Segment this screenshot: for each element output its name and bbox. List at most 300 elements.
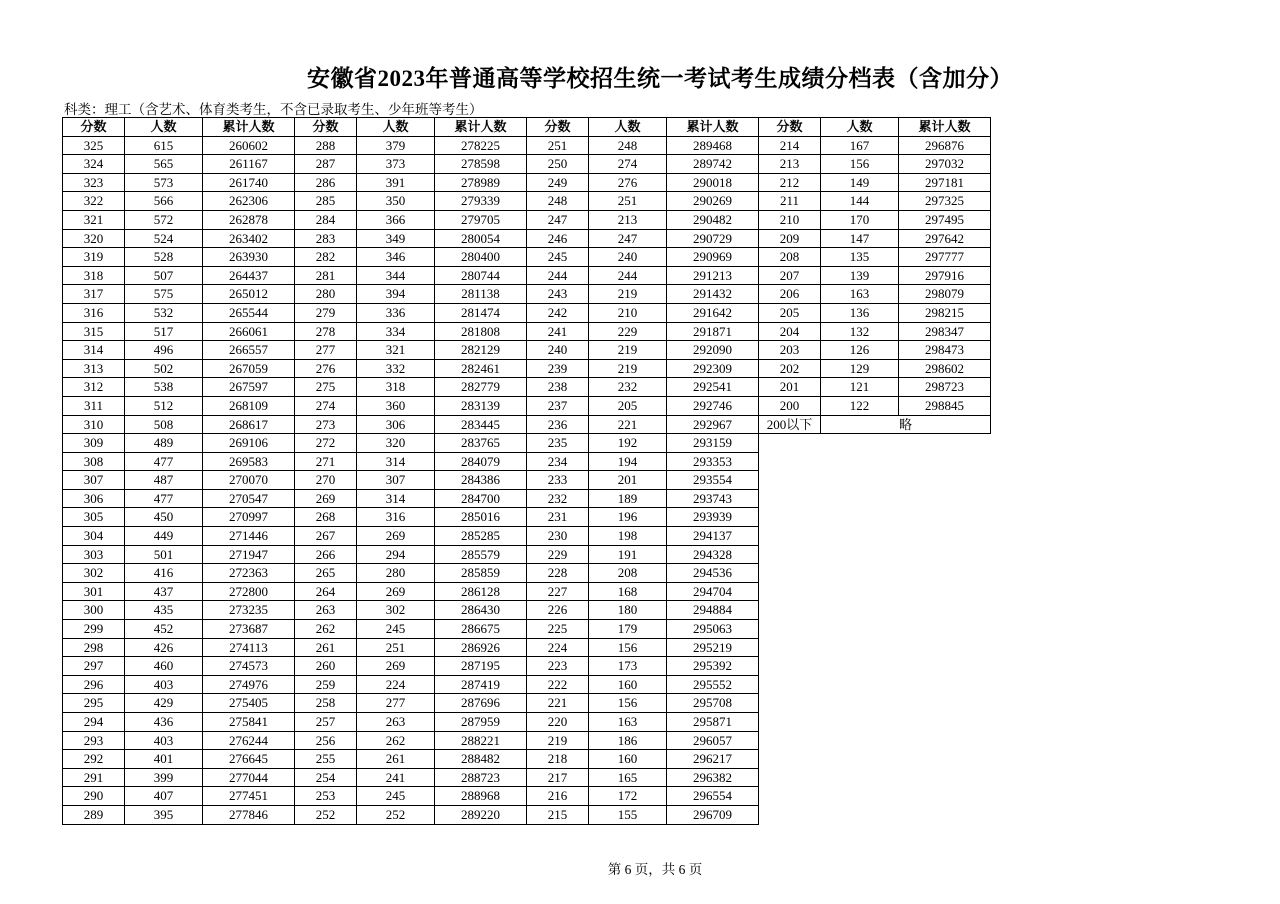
header-score-4: 分数 (759, 118, 821, 137)
cell-cumulative: 269106 (203, 434, 295, 453)
cell-empty (821, 434, 899, 453)
cell-count: 136 (821, 303, 899, 322)
cell-score: 275 (295, 378, 357, 397)
cell-empty (759, 750, 821, 769)
table-row (63, 396, 991, 415)
cell-score: 302 (63, 564, 125, 583)
cell-count: 156 (589, 638, 667, 657)
cell-count: 450 (125, 508, 203, 527)
cell-count: 156 (589, 694, 667, 713)
cell-count: 156 (821, 155, 899, 174)
cell-score: 269 (295, 489, 357, 508)
header-cumulative-1: 累计人数 (203, 118, 295, 137)
cell-count: 306 (357, 415, 435, 434)
cell-count: 436 (125, 713, 203, 732)
cell-score: 320 (63, 229, 125, 248)
cell-cumulative: 262878 (203, 210, 295, 229)
cell-score: 278 (295, 322, 357, 341)
cell-cumulative: 281808 (435, 322, 527, 341)
cell-cumulative: 286675 (435, 620, 527, 639)
cell-cumulative: 285859 (435, 564, 527, 583)
cell-score: 225 (527, 620, 589, 639)
cell-cumulative: 293159 (667, 434, 759, 453)
cell-cumulative: 281138 (435, 285, 527, 304)
cell-score: 267 (295, 527, 357, 546)
cell-count: 489 (125, 434, 203, 453)
cell-score: 205 (759, 303, 821, 322)
cell-score: 299 (63, 620, 125, 639)
cell-empty (759, 601, 821, 620)
cell-count: 532 (125, 303, 203, 322)
cell-score: 288 (295, 136, 357, 155)
table-row (63, 527, 991, 546)
cell-count: 191 (589, 545, 667, 564)
cell-score: 215 (527, 805, 589, 824)
cell-count: 512 (125, 396, 203, 415)
header-cumulative-2: 累计人数 (435, 118, 527, 137)
header-count-3: 人数 (589, 118, 667, 137)
cell-score: 259 (295, 675, 357, 694)
cell-empty (759, 731, 821, 750)
cell-score: 294 (63, 713, 125, 732)
cell-score: 310 (63, 415, 125, 434)
cell-cumulative: 274113 (203, 638, 295, 657)
cell-cumulative: 287195 (435, 657, 527, 676)
cell-count: 241 (357, 768, 435, 787)
table-row (63, 359, 991, 378)
cell-count: 232 (589, 378, 667, 397)
cell-empty (759, 489, 821, 508)
table-row (63, 341, 991, 360)
cell-cumulative: 293353 (667, 452, 759, 471)
cell-cumulative: 293743 (667, 489, 759, 508)
cell-cumulative: 295392 (667, 657, 759, 676)
cell-count: 198 (589, 527, 667, 546)
cell-cumulative: 289742 (667, 155, 759, 174)
cell-count: 269 (357, 582, 435, 601)
cell-count: 147 (821, 229, 899, 248)
cell-count: 251 (589, 192, 667, 211)
cell-score: 285 (295, 192, 357, 211)
cell-count: 496 (125, 341, 203, 360)
cell-count: 274 (589, 155, 667, 174)
cell-score: 237 (527, 396, 589, 415)
cell-count: 201 (589, 471, 667, 490)
cell-count: 248 (589, 136, 667, 155)
cell-cumulative: 297642 (899, 229, 991, 248)
cell-empty (899, 675, 991, 694)
cell-cumulative: 298723 (899, 378, 991, 397)
cell-count: 487 (125, 471, 203, 490)
cell-count: 435 (125, 601, 203, 620)
cell-count: 144 (821, 192, 899, 211)
cell-score: 247 (527, 210, 589, 229)
table-row (63, 787, 991, 806)
cell-cumulative: 298845 (899, 396, 991, 415)
cell-empty (899, 489, 991, 508)
cell-count: 508 (125, 415, 203, 434)
cell-count: 316 (357, 508, 435, 527)
cell-count: 344 (357, 266, 435, 285)
cell-cumulative: 280054 (435, 229, 527, 248)
cell-score: 311 (63, 396, 125, 415)
cell-cumulative: 287959 (435, 713, 527, 732)
cell-count: 349 (357, 229, 435, 248)
cell-cumulative: 295552 (667, 675, 759, 694)
cell-score: 236 (527, 415, 589, 434)
cell-score: 229 (527, 545, 589, 564)
table-row (63, 620, 991, 639)
cell-empty (899, 805, 991, 824)
cell-empty (759, 694, 821, 713)
cell-count: 240 (589, 248, 667, 267)
cell-cumulative: 295063 (667, 620, 759, 639)
cell-cumulative: 278989 (435, 173, 527, 192)
cell-count: 502 (125, 359, 203, 378)
table-body (63, 136, 991, 824)
cell-score: 216 (527, 787, 589, 806)
cell-count: 244 (589, 266, 667, 285)
cell-cumulative: 295219 (667, 638, 759, 657)
cell-count: 314 (357, 489, 435, 508)
table-row (63, 768, 991, 787)
cell-count: 245 (357, 620, 435, 639)
cell-empty (899, 787, 991, 806)
cell-count: 426 (125, 638, 203, 657)
cell-cumulative: 288221 (435, 731, 527, 750)
cell-count: 210 (589, 303, 667, 322)
cell-cumulative: 278225 (435, 136, 527, 155)
cell-count: 173 (589, 657, 667, 676)
cell-count: 245 (357, 787, 435, 806)
cell-score: 211 (759, 192, 821, 211)
cell-count: 575 (125, 285, 203, 304)
cell-empty (821, 527, 899, 546)
cell-score: 201 (759, 378, 821, 397)
cell-score: 209 (759, 229, 821, 248)
cell-count: 165 (589, 768, 667, 787)
table-row (63, 192, 991, 211)
cell-empty (899, 713, 991, 732)
cell-score: 312 (63, 378, 125, 397)
table-row (63, 452, 991, 471)
cell-cumulative: 265544 (203, 303, 295, 322)
header-score-3: 分数 (527, 118, 589, 137)
cell-cumulative: 263402 (203, 229, 295, 248)
cell-score: 284 (295, 210, 357, 229)
cell-cumulative: 292541 (667, 378, 759, 397)
table-header-row (63, 118, 991, 137)
cell-empty (899, 694, 991, 713)
cell-cumulative: 265012 (203, 285, 295, 304)
cell-cumulative: 297325 (899, 192, 991, 211)
cell-empty (821, 638, 899, 657)
cell-cumulative: 273687 (203, 620, 295, 639)
cell-count: 277 (357, 694, 435, 713)
table-row (63, 322, 991, 341)
cell-score: 305 (63, 508, 125, 527)
cell-cumulative: 298215 (899, 303, 991, 322)
cell-score: 233 (527, 471, 589, 490)
cell-score: 317 (63, 285, 125, 304)
cell-count: 320 (357, 434, 435, 453)
cell-cumulative: 296709 (667, 805, 759, 824)
cell-count: 394 (357, 285, 435, 304)
cell-cumulative: 263930 (203, 248, 295, 267)
table-row (63, 638, 991, 657)
cell-score: 250 (527, 155, 589, 174)
cell-empty (759, 768, 821, 787)
table-row (63, 489, 991, 508)
cell-cumulative: 286926 (435, 638, 527, 657)
cell-count: 332 (357, 359, 435, 378)
cell-cumulative: 294704 (667, 582, 759, 601)
table-row (63, 713, 991, 732)
cell-cumulative: 297032 (899, 155, 991, 174)
cell-cumulative: 277044 (203, 768, 295, 787)
cell-cumulative: 275841 (203, 713, 295, 732)
cell-score: 322 (63, 192, 125, 211)
cell-empty (759, 545, 821, 564)
cell-cumulative: 280744 (435, 266, 527, 285)
cell-score: 212 (759, 173, 821, 192)
cell-score: 232 (527, 489, 589, 508)
cell-score: 316 (63, 303, 125, 322)
cell-score: 260 (295, 657, 357, 676)
cell-count: 192 (589, 434, 667, 453)
cell-empty (821, 582, 899, 601)
header-score-2: 分数 (295, 118, 357, 137)
cell-score: 238 (527, 378, 589, 397)
cell-count: 189 (589, 489, 667, 508)
cell-cumulative: 284079 (435, 452, 527, 471)
cell-empty (759, 452, 821, 471)
cell-score: 307 (63, 471, 125, 490)
cell-score: 263 (295, 601, 357, 620)
cell-count: 395 (125, 805, 203, 824)
cell-cumulative: 272363 (203, 564, 295, 583)
cell-cumulative: 274976 (203, 675, 295, 694)
cell-count: 121 (821, 378, 899, 397)
cell-score: 280 (295, 285, 357, 304)
cell-empty (899, 471, 991, 490)
cell-count: 167 (821, 136, 899, 155)
cell-cumulative: 281474 (435, 303, 527, 322)
cell-empty (899, 638, 991, 657)
table-row (63, 582, 991, 601)
cell-cumulative: 280400 (435, 248, 527, 267)
cell-cumulative: 278598 (435, 155, 527, 174)
cell-score: 265 (295, 564, 357, 583)
cell-score: 295 (63, 694, 125, 713)
cell-score: 252 (295, 805, 357, 824)
cell-score: 230 (527, 527, 589, 546)
cell-cumulative: 282461 (435, 359, 527, 378)
cell-score: 318 (63, 266, 125, 285)
cell-empty (821, 694, 899, 713)
cell-count: 269 (357, 657, 435, 676)
cell-empty (759, 508, 821, 527)
cell-score: 226 (527, 601, 589, 620)
cell-cumulative: 288968 (435, 787, 527, 806)
cell-score: 234 (527, 452, 589, 471)
cell-cumulative: 282129 (435, 341, 527, 360)
cell-count: 615 (125, 136, 203, 155)
cell-empty (821, 805, 899, 824)
cell-count: 186 (589, 731, 667, 750)
cell-count: 219 (589, 341, 667, 360)
cell-count: 194 (589, 452, 667, 471)
cell-empty (759, 675, 821, 694)
cell-cumulative: 261167 (203, 155, 295, 174)
cell-count: 336 (357, 303, 435, 322)
table-row (63, 285, 991, 304)
cell-cumulative: 260602 (203, 136, 295, 155)
header-count-1: 人数 (125, 118, 203, 137)
cell-score: 202 (759, 359, 821, 378)
cell-cumulative: 298602 (899, 359, 991, 378)
cell-cumulative: 289468 (667, 136, 759, 155)
cell-score: 207 (759, 266, 821, 285)
cell-count: 477 (125, 452, 203, 471)
cell-count: 251 (357, 638, 435, 657)
cell-count: 180 (589, 601, 667, 620)
header-count-2: 人数 (357, 118, 435, 137)
cell-score: 223 (527, 657, 589, 676)
cell-cumulative: 297495 (899, 210, 991, 229)
cell-cumulative: 286128 (435, 582, 527, 601)
cell-score: 221 (527, 694, 589, 713)
cell-cumulative: 296217 (667, 750, 759, 769)
cell-cumulative: 294328 (667, 545, 759, 564)
cell-score: 248 (527, 192, 589, 211)
cell-score: 277 (295, 341, 357, 360)
cell-cumulative: 284700 (435, 489, 527, 508)
cell-count: 168 (589, 582, 667, 601)
cell-count: 507 (125, 266, 203, 285)
cell-score: 293 (63, 731, 125, 750)
cell-count: 366 (357, 210, 435, 229)
cell-score: 256 (295, 731, 357, 750)
cell-score: 306 (63, 489, 125, 508)
cell-count: 429 (125, 694, 203, 713)
cell-cumulative: 267597 (203, 378, 295, 397)
cell-cumulative: 297777 (899, 248, 991, 267)
cell-score: 258 (295, 694, 357, 713)
cell-cumulative: 270547 (203, 489, 295, 508)
cell-count: 129 (821, 359, 899, 378)
cell-count: 280 (357, 564, 435, 583)
table-row (63, 434, 991, 453)
cell-cumulative: 292746 (667, 396, 759, 415)
cell-score: 292 (63, 750, 125, 769)
table-row (63, 155, 991, 174)
cell-count: 401 (125, 750, 203, 769)
cell-score: 210 (759, 210, 821, 229)
cell-score: 319 (63, 248, 125, 267)
cell-score: 231 (527, 508, 589, 527)
cell-empty (899, 731, 991, 750)
cell-score: 251 (527, 136, 589, 155)
cell-cumulative: 270997 (203, 508, 295, 527)
cell-empty (899, 768, 991, 787)
cell-cumulative: 288482 (435, 750, 527, 769)
cell-count: 196 (589, 508, 667, 527)
cell-cumulative: 285285 (435, 527, 527, 546)
cell-count: 314 (357, 452, 435, 471)
cell-count: 538 (125, 378, 203, 397)
cell-empty (759, 527, 821, 546)
cell-cumulative: 298473 (899, 341, 991, 360)
table-row (63, 136, 991, 155)
cell-empty (821, 675, 899, 694)
cell-empty (821, 657, 899, 676)
cell-cumulative: 268617 (203, 415, 295, 434)
cell-score: 257 (295, 713, 357, 732)
cell-count: 160 (589, 675, 667, 694)
cell-score: 283 (295, 229, 357, 248)
cell-count: 294 (357, 545, 435, 564)
cell-cumulative: 285579 (435, 545, 527, 564)
cell-cumulative: 292090 (667, 341, 759, 360)
cell-cumulative: 291871 (667, 322, 759, 341)
cell-count: 334 (357, 322, 435, 341)
table-row (63, 657, 991, 676)
cell-score: 313 (63, 359, 125, 378)
cell-score: 254 (295, 768, 357, 787)
cell-score: 224 (527, 638, 589, 657)
cell-score: 253 (295, 787, 357, 806)
cell-cumulative: 285016 (435, 508, 527, 527)
cell-cumulative: 264437 (203, 266, 295, 285)
cell-omitted: 略 (821, 415, 991, 434)
cell-cumulative: 282779 (435, 378, 527, 397)
cell-score: 255 (295, 750, 357, 769)
cell-count: 160 (589, 750, 667, 769)
table-row (63, 210, 991, 229)
cell-count: 263 (357, 713, 435, 732)
cell-score: 298 (63, 638, 125, 657)
cell-empty (899, 545, 991, 564)
cell-empty (821, 508, 899, 527)
cell-cumulative: 277846 (203, 805, 295, 824)
cell-score: 324 (63, 155, 125, 174)
cell-empty (759, 713, 821, 732)
cell-score: 276 (295, 359, 357, 378)
cell-empty (759, 657, 821, 676)
cell-score: 244 (527, 266, 589, 285)
cell-score: 261 (295, 638, 357, 657)
cell-count: 416 (125, 564, 203, 583)
cell-count: 219 (589, 359, 667, 378)
cell-score: 308 (63, 452, 125, 471)
cell-score: 227 (527, 582, 589, 601)
cell-score: 271 (295, 452, 357, 471)
cell-cumulative: 266061 (203, 322, 295, 341)
cell-count: 205 (589, 396, 667, 415)
table-row (63, 303, 991, 322)
cell-count: 132 (821, 322, 899, 341)
table-row (63, 378, 991, 397)
cell-empty (821, 750, 899, 769)
cell-score: 220 (527, 713, 589, 732)
cell-score: 290 (63, 787, 125, 806)
table-row (63, 229, 991, 248)
header-count-4: 人数 (821, 118, 899, 137)
cell-score: 281 (295, 266, 357, 285)
cell-score: 315 (63, 322, 125, 341)
cell-count: 163 (589, 713, 667, 732)
